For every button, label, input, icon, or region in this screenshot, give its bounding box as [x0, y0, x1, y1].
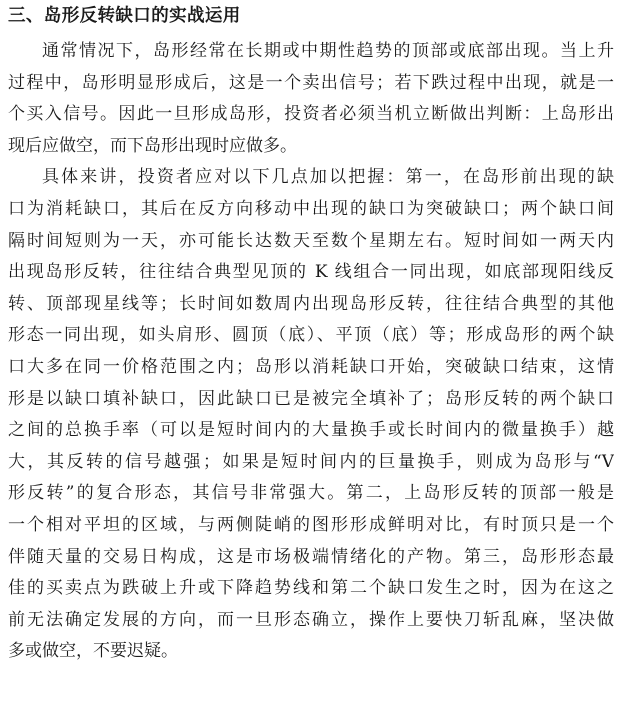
- paragraph-2-line-6: 形态一同出现，如头肩形、圆顶（底）、平顶（底）等；形成岛形的两个缺: [8, 325, 614, 346]
- paragraph-2-line-16: 多或做空，不要迟疑。: [8, 641, 178, 662]
- paragraph-2-line-15: 前无法确定发展的方向，而一旦形态确立，操作上要快刀斩乱麻，坚决做: [8, 609, 614, 630]
- paragraph-1-line-1: 通常情况下，岛形经常在长期或中期性趋势的顶部或底部出现。当上升: [42, 41, 614, 61]
- paragraph-2-line-11: 形反转”的复合形态，其信号非常强大。第二，上岛形反转的顶部一般是: [8, 483, 614, 504]
- paragraph-2-line-13: 伴随天量的交易日构成，这是市场极端情绪化的产物。第三，岛形形态最: [8, 546, 614, 567]
- paragraph-2-line-5: 转、顶部现星线等；长时间如数周内出现岛形反转，往往结合典型的其他: [8, 293, 614, 314]
- paragraph-1-line-4: 现后应做空，而下岛形出现时应做多。: [8, 135, 297, 156]
- paragraph-2-line-12: 一个相对平坦的区域，与两侧陡峭的图形形成鲜明对比，有时顶只是一个: [8, 514, 614, 535]
- paragraph-2-line-3: 隔时间短则为一天，亦可能长达数天至数个星期左右。短时间如一两天内: [8, 230, 614, 251]
- section-heading: 三、岛形反转缺口的实战运用: [8, 6, 241, 26]
- paragraph-2-line-2: 口为消耗缺口，其后在反方向移动中出现的缺口为突破缺口；两个缺口间: [8, 198, 614, 219]
- paragraph-1-line-3: 个买入信号。因此一旦形成岛形，投资者必须当机立断做出判断：上岛形出: [8, 104, 614, 125]
- paragraph-2-line-7: 口大多在同一价格范围之内；岛形以消耗缺口开始，突破缺口结束，这情: [8, 356, 614, 377]
- body-text: [8, 36, 614, 668]
- paragraph-2-line-14: 佳的买卖点为跌破上升或下降趋势线和第二个缺口发生之时，因为在这之: [8, 578, 614, 599]
- paragraph-2-line-10: 大，其反转的信号越强；如果是短时间内的巨量换手，则成为岛形与“V: [8, 451, 614, 472]
- paragraph-2-line-4: 出现岛形反转，往往结合典型见顶的 K 线组合一同出现，如底部现阳线反: [8, 262, 614, 283]
- paragraph-2-line-9: 之间的总换手率（可以是短时间内的大量换手或长时间内的微量换手）越: [8, 420, 614, 441]
- paragraph-1-line-2: 过程中，岛形明显形成后，这是一个卖出信号；若下跌过程中出现，就是一: [8, 72, 614, 93]
- paragraph-2-line-1: 具体来讲，投资者应对以下几点加以把握：第一，在岛形前出现的缺: [42, 167, 614, 188]
- paragraph-2-line-8: 形是以缺口填补缺口，因此缺口已是被完全填补了；岛形反转的两个缺口: [8, 388, 614, 409]
